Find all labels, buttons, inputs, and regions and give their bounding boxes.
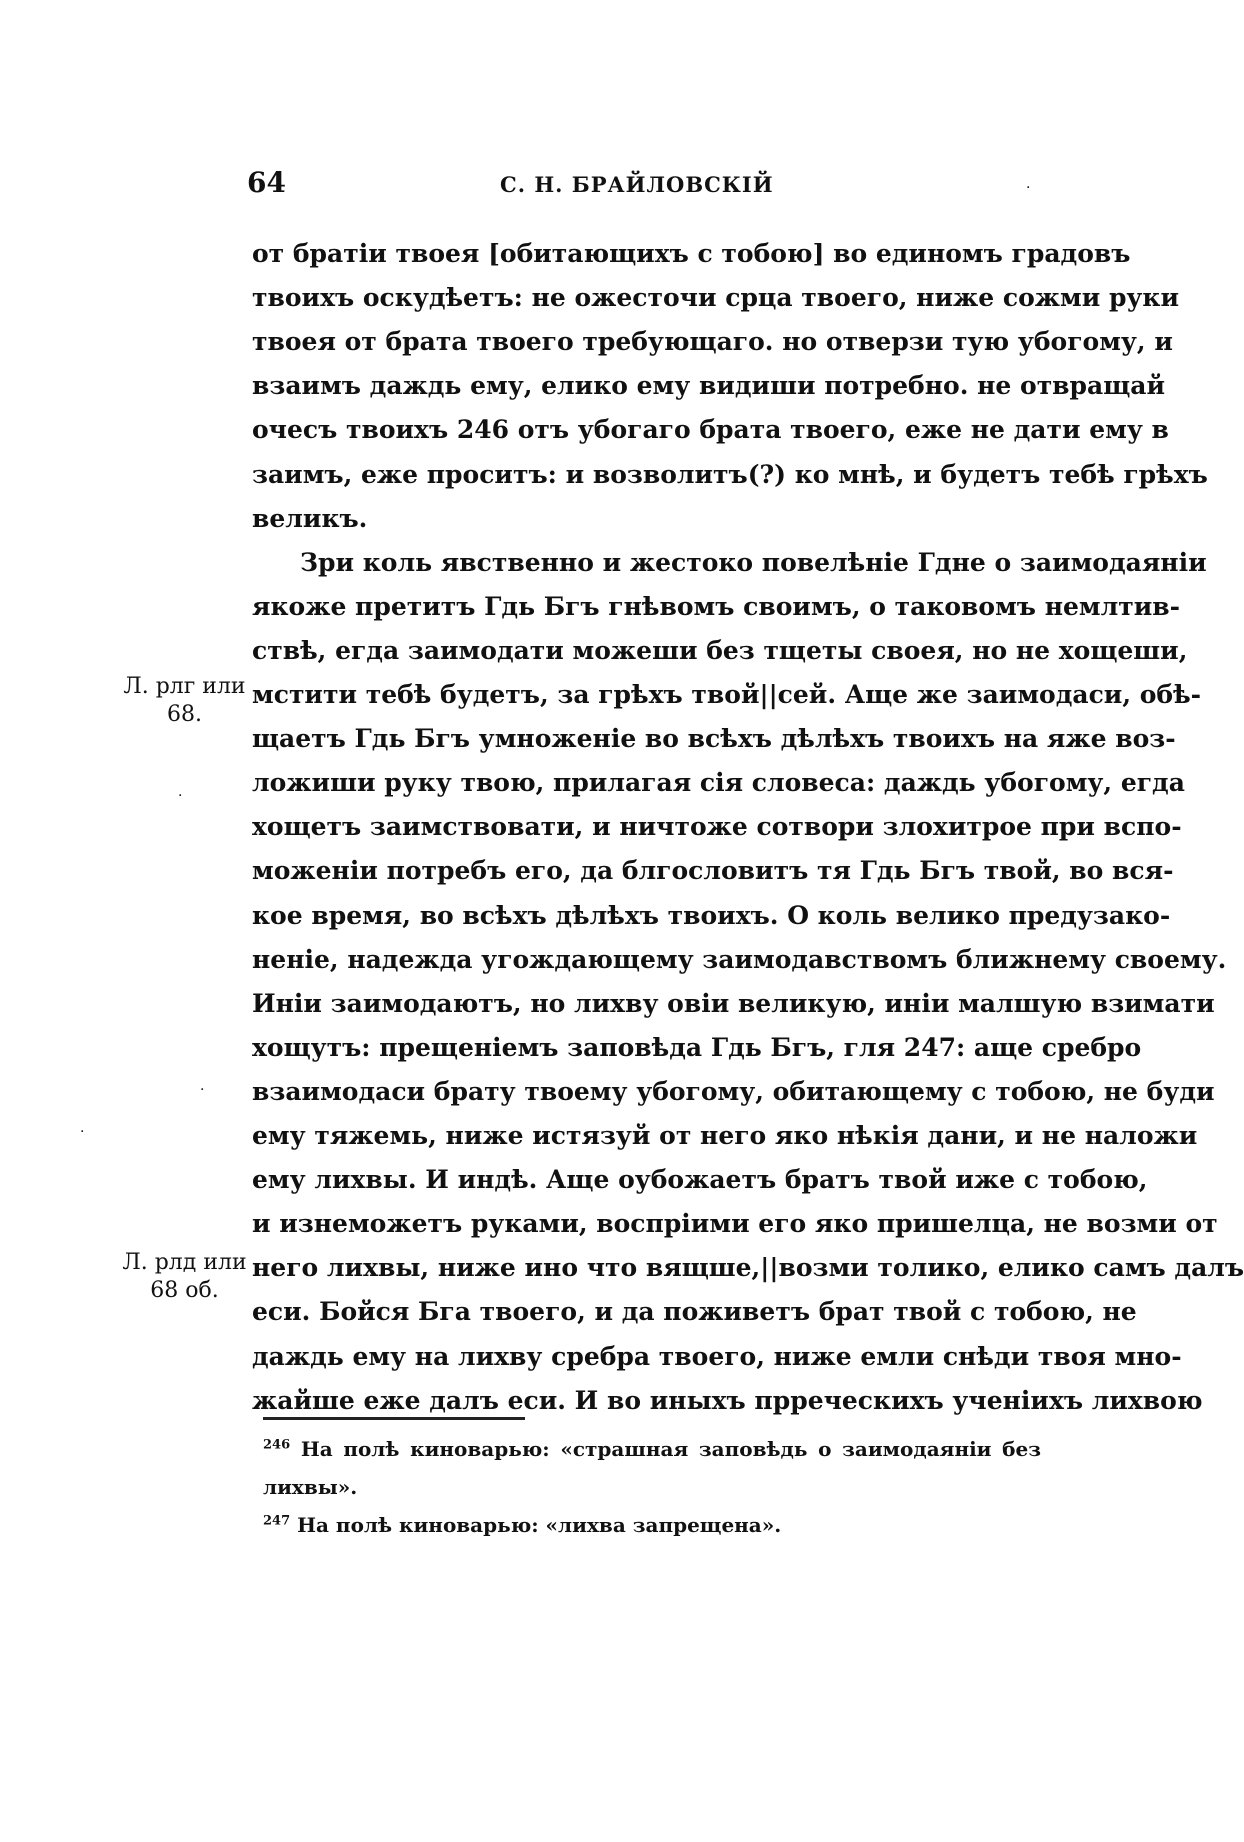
margin-note-page: 68.	[167, 702, 202, 727]
page-speck: ·	[178, 788, 183, 804]
text-line: ложиши руку твою, прилагая сія словеса: даждь убогому, егда	[252, 768, 1185, 797]
margin-note-page: 68 об.	[150, 1278, 219, 1303]
text-line: неніе, надежда угождающему заимодавствомъ ближнему своему.	[252, 945, 1227, 974]
text-line: великъ.	[252, 504, 368, 533]
footnote-246	[263, 1430, 1041, 1468]
margin-note	[122, 1249, 247, 1305]
margin-note-folio: Л. рлд или	[122, 1250, 247, 1275]
text-line: него лихвы, ниже ино что вящше,||возми толико, елико самъ далъ	[252, 1253, 1244, 1282]
page-speck: ·	[80, 1124, 85, 1140]
text-line: щаетъ Гдь Бгъ умноженіе во всѣхъ дѣлѣхъ твоихъ на яже воз-	[252, 724, 1176, 753]
text-line: взаимодаси брату твоему убогому, обитающему с тобою, не буди	[252, 1077, 1215, 1106]
footnote-247	[263, 1506, 1041, 1544]
text-line: моженіи потребъ его, да блгословитъ тя Гдь Бгъ твой, во вся-	[252, 856, 1174, 885]
footnote-246-continuation: лихвы».	[263, 1475, 358, 1499]
footnote-number: 247	[263, 1513, 291, 1529]
running-title: С. Н. БРАЙЛОВСКІЙ	[500, 172, 774, 197]
margin-note	[122, 673, 247, 729]
text-line: от братіи твоея [обитающихъ с тобою] во единомъ градовъ	[252, 239, 1131, 268]
text-line: ствѣ, егда заимодати можеши без тщеты своея, но не хощеши,	[252, 636, 1188, 665]
page-speck: ·	[1026, 180, 1031, 196]
text-line: и изнеможетъ руками, воспріими его яко пришелца, не возми от	[252, 1209, 1218, 1238]
text-line: мстити тебѣ будетъ, за грѣхъ твой||сей. Аще же заимодаси, обѣ-	[252, 680, 1202, 709]
text-line: твоихъ оскудѣетъ: не ожесточи срца твоего, ниже сожми руки	[252, 283, 1180, 312]
page-speck: ·	[200, 1082, 205, 1098]
text-line: ему лихвы. И индѣ. Аще оубожаетъ братъ твой иже с тобою,	[252, 1165, 1148, 1194]
page-number: 64	[247, 166, 286, 199]
text-line: Иніи заимодаютъ, но лихву овіи великую, иніи малшую взимати	[252, 989, 1215, 1018]
text-line: еси. Бойся Бга твоего, и да поживетъ брат твой с тобою, не	[252, 1297, 1137, 1326]
text-line: даждь ему на лихву сребра твоего, ниже емли снѣди твоя мно-	[252, 1342, 1182, 1371]
text-line: жайше еже далъ еси. И во иныхъ прреческихъ ученіихъ лихвою	[252, 1386, 1203, 1415]
footnote-rule	[263, 1417, 525, 1420]
text-line: ему тяжемь, ниже истязуй от него яко нѣкія дани, и не наложи	[252, 1121, 1198, 1150]
footnote-text: На полѣ киноварью: «страшная заповѣдь о заимодаяніи без	[300, 1437, 1041, 1461]
footnote-text: На полѣ киноварью: «лихва запрещена».	[297, 1513, 782, 1537]
text-line: заимъ, еже проситъ: и возволитъ(?) ко мнѣ, и будетъ тебѣ грѣхъ	[252, 460, 1208, 489]
text-line: Зри коль явственно и жестоко повелѣніе Гдне о заимодаяніи	[300, 548, 1207, 577]
margin-note-folio: Л. рлг или	[123, 674, 246, 699]
text-line: твоея от брата твоего требующаго. но отверзи тую убогому, и	[252, 327, 1173, 356]
text-line: хощетъ заимствовати, и ничтоже сотвори злохитрое при вспо-	[252, 812, 1182, 841]
text-line: кое время, во всѣхъ дѣлѣхъ твоихъ. О коль велико предузако-	[252, 901, 1171, 930]
text-line: хощутъ: прещеніемъ заповѣда Гдь Бгъ, гля 247: аще сребро	[252, 1033, 1142, 1062]
footnote-number: 246	[263, 1437, 291, 1453]
text-line: взаимъ даждь ему, елико ему видиши потребно. не отвращай	[252, 371, 1166, 400]
text-line: очесъ твоихъ 246 отъ убогаго брата твоего, еже не дати ему в	[252, 415, 1169, 444]
text-line: якоже претитъ Гдь Бгъ гнѣвомъ своимъ, о таковомъ немлтив-	[252, 592, 1181, 621]
